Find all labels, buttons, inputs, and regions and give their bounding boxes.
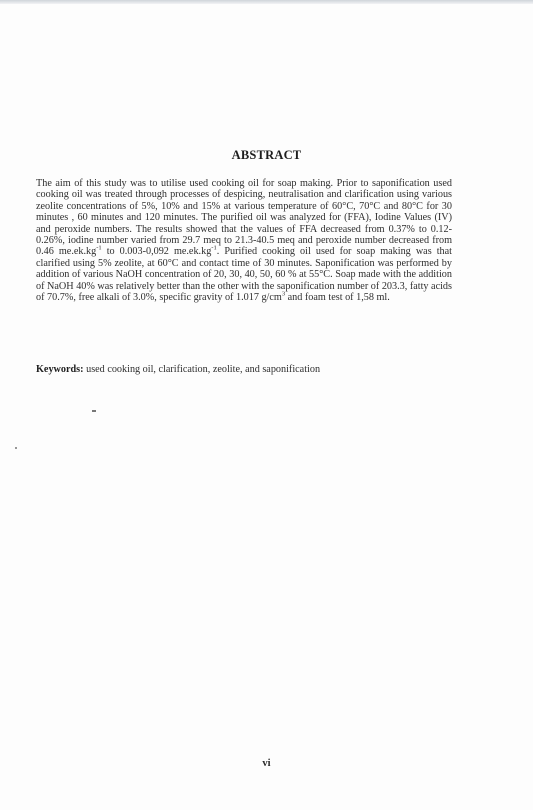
abstract-text-part-1: The aim of this study was to utilise used cooking oil for soap making. Prior to saponification used cooking oil was treated through processes of despicing, neutralisation and clarification using various zeolite concentrations of 5%, 10% and 15% at various temperature of 60°C, 70°C and 80°C for 30 minutes , 60 minutes and 120 minutes. The purified oil was analyzed for (FFA), Iodine Values (IV) and peroxide numbers. The results showed that the values of FFA decreased from 0.37% to 0.12-0.26%, iodine number varied from 29.7 meq to 21.3-40.5 meq and peroxide number decreased from 0.46 me.ek.kg: [36, 178, 452, 258]
abstract-text-part-2: to 0.003-0,092 me.ek.kg: [101, 246, 212, 258]
scan-speck: [92, 410, 96, 412]
superscript-per-kg-2: -1: [211, 245, 217, 253]
abstract-text-part-4: and foam test of 1,58 ml.: [285, 292, 390, 304]
scan-speck: [15, 447, 17, 449]
page-number: vi: [262, 758, 271, 769]
keywords-line: [36, 364, 452, 376]
abstract-text-part-3: . Purified cooking oil used for soap making was that clarified using 5% zeolite, at 60°C and contact time of 30 minutes. Saponification was performed by addition of various NaOH concentration of 20, 30, 40, 50, 60 % at 55°C. Soap made with the addition of NaOH 40% was relatively better than the other with the saponification number of 203.3, fatty acids of 70.7%, free alkali of 3.0%, specific gravity of 1.017 g/cm: [36, 246, 452, 304]
superscript-per-kg-1: -1: [96, 245, 102, 253]
abstract-paragraph: [36, 178, 452, 303]
abstract-title: ABSTRACT: [231, 148, 302, 162]
scan-top-edge: [0, 0, 533, 4]
superscript-cubic: 3: [281, 290, 286, 298]
keywords-label: Keywords:: [36, 364, 84, 375]
keywords-text: used cooking oil, clarification, zeolite, and saponification: [83, 364, 321, 375]
